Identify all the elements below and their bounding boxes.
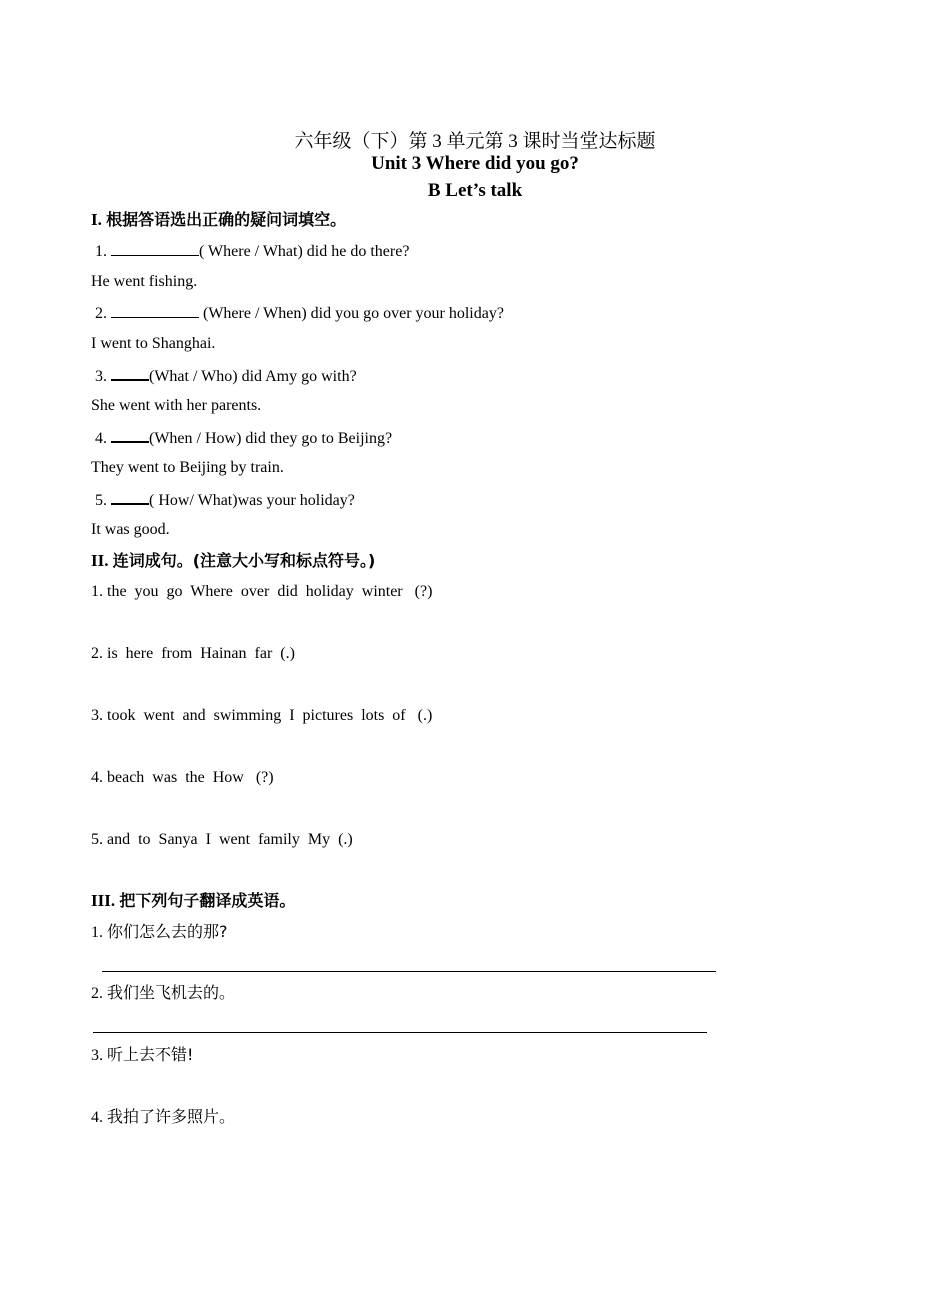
- section-3-number: III.: [91, 891, 120, 910]
- section-1-number: I.: [91, 210, 107, 229]
- lesson-title: B Let’s talk: [427, 180, 523, 201]
- translate-2: [91, 983, 235, 1004]
- section-1-heading: [91, 210, 346, 230]
- scramble-1: 1. the you go Where over did holiday winter (?): [91, 583, 433, 600]
- item-number: 4.: [91, 1109, 107, 1126]
- answer-line-2[interactable]: [93, 1032, 707, 1033]
- question-number: 1.: [91, 243, 111, 260]
- chinese-sentence: 我拍了许多照片。: [107, 1107, 236, 1126]
- section-2-number: II.: [91, 551, 113, 570]
- answer-blank[interactable]: [111, 489, 149, 505]
- worksheet-title: 六年级（下）第 3 单元第 3 课时当堂达标题: [294, 131, 656, 152]
- question-text: (Where / When) did you go over your holiday?: [199, 305, 504, 322]
- answer-blank[interactable]: [111, 303, 199, 318]
- question-text: ( How/ What)was your holiday?: [149, 492, 355, 509]
- section-1-instruction: 根据答语选出正确的疑问词填空。: [106, 210, 347, 229]
- answer-1: He went fishing.: [91, 273, 198, 290]
- answer-line-1[interactable]: [102, 971, 716, 972]
- scramble-3: 3. took went and swimming I pictures lots of (.): [91, 707, 433, 724]
- chinese-sentence: 听上去不错!: [107, 1045, 194, 1064]
- chinese-sentence: 我们坐飞机去的。: [107, 983, 236, 1002]
- unit-title: Unit 3 Where did you go?: [371, 153, 579, 174]
- answer-blank[interactable]: [111, 427, 149, 443]
- question-5: [91, 489, 355, 511]
- answer-5: It was good.: [91, 521, 170, 538]
- question-number: 2.: [91, 305, 111, 322]
- item-number: 2.: [91, 985, 107, 1002]
- answer-3: She went with her parents.: [91, 397, 262, 414]
- question-number: 3.: [91, 368, 111, 385]
- section-3-instruction: 把下列句子翻译成英语。: [119, 891, 296, 910]
- question-4: [91, 427, 392, 449]
- question-text: (When / How) did they go to Beijing?: [149, 430, 393, 447]
- question-number: 4.: [91, 430, 111, 447]
- question-number: 5.: [91, 492, 111, 509]
- translate-1: [91, 922, 228, 943]
- question-2: [91, 303, 504, 324]
- section-2-instruction: 连词成句。(注意大小写和标点符号。): [112, 551, 376, 570]
- item-number: 1.: [91, 924, 107, 941]
- question-text: ( Where / What) did he do there?: [199, 243, 410, 260]
- answer-blank[interactable]: [111, 241, 199, 256]
- answer-2: I went to Shanghai.: [91, 335, 216, 352]
- answer-blank[interactable]: [111, 365, 149, 381]
- item-number: 3.: [91, 1047, 107, 1064]
- question-3: [91, 365, 357, 387]
- question-1: [91, 241, 409, 262]
- scramble-5: 5. and to Sanya I went family My (.): [91, 831, 353, 848]
- scramble-4: 4. beach was the How (?): [91, 769, 274, 786]
- chinese-sentence: 你们怎么去的那?: [107, 922, 228, 941]
- translate-3: [91, 1045, 193, 1066]
- translate-4: [91, 1107, 235, 1128]
- section-2-heading: [91, 551, 375, 571]
- answer-4: They went to Beijing by train.: [91, 459, 284, 476]
- section-3-heading: [91, 891, 295, 911]
- question-text: (What / Who) did Amy go with?: [149, 368, 357, 385]
- scramble-2: 2. is here from Hainan far (.): [91, 645, 295, 662]
